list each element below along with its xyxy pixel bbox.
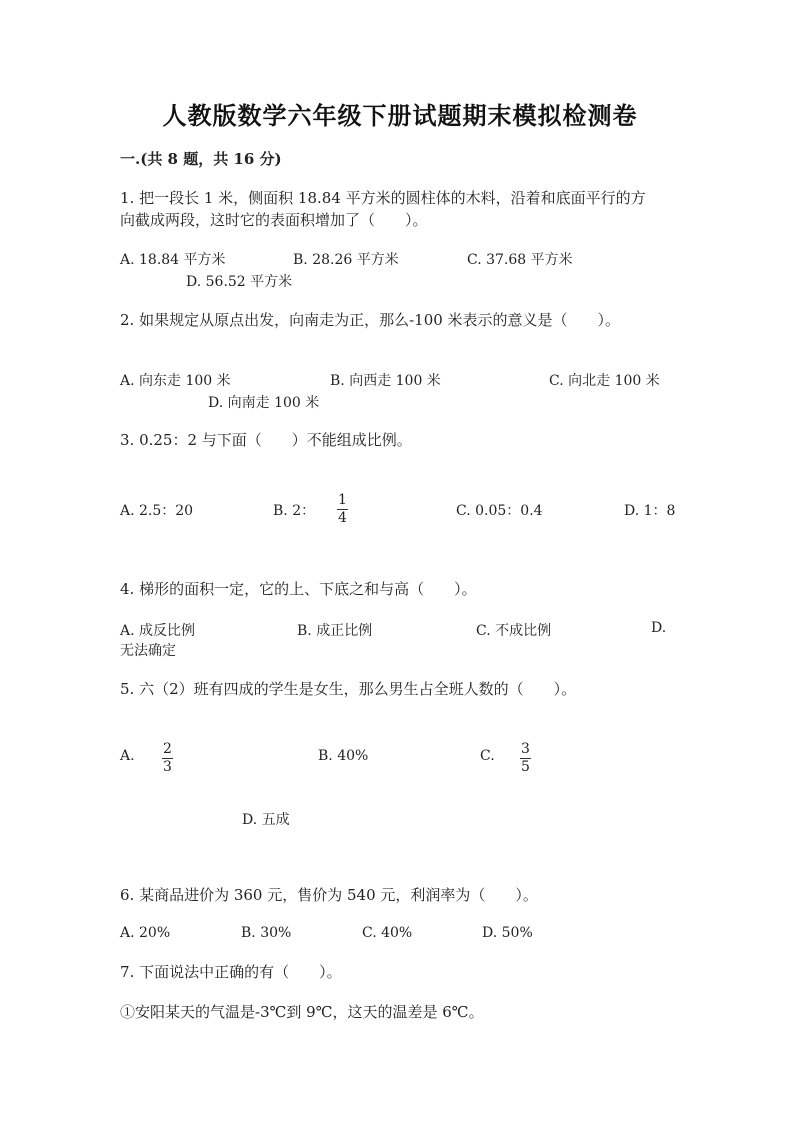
q2-option-c: C. 向北走 100 米	[549, 373, 660, 389]
q4-option-b: B. 成正比例	[297, 623, 373, 639]
q3-option-b-fraction	[337, 493, 348, 526]
question-5: 5. 六（2）班有四成的学生是女生，那么男生占全班人数的（ ）。	[120, 680, 577, 698]
q1-option-d: D. 56.52 平方米	[186, 274, 293, 290]
fraction-numerator: 1	[338, 492, 347, 508]
q3-option-d: D. 1：8	[624, 503, 676, 519]
q5-option-b: B. 40%	[318, 748, 369, 764]
fraction-numerator: 3	[521, 741, 530, 757]
fraction-numerator: 2	[163, 741, 172, 757]
q5-option-c-fraction	[520, 742, 531, 775]
section-heading: 一.(共 8 题，共 16 分)	[120, 150, 282, 168]
q1-option-c: C. 37.68 平方米	[467, 252, 573, 268]
q5-option-c-letter: C.	[480, 748, 495, 764]
q4-option-d-letter: D.	[651, 620, 667, 636]
question-4: 4. 梯形的面积一定，它的上、下底之和与高（ ）。	[120, 580, 477, 598]
fraction-denominator: 3	[163, 759, 172, 775]
q5-option-a-letter: A.	[120, 748, 135, 764]
q3-option-b: B. 2：	[273, 503, 316, 519]
fraction-denominator: 5	[521, 759, 530, 775]
q6-option-a: A. 20%	[120, 925, 171, 941]
q4-option-d-text: 无法确定	[120, 643, 176, 659]
page-title: 人教版数学六年级下册试题期末模拟检测卷	[162, 101, 638, 130]
question-2: 2. 如果规定从原点出发，向南走为正，那么-100 米表示的意义是（ ）。	[120, 311, 621, 329]
q2-option-b: B. 向西走 100 米	[330, 373, 441, 389]
q1-option-b: B. 28.26 平方米	[293, 252, 399, 268]
question-3: 3. 0.25：2 与下面（ ）不能组成比例。	[120, 431, 412, 449]
q2-option-d: D. 向南走 100 米	[208, 395, 320, 411]
question-1-line-2: 向截成两段，这时它的表面积增加了（ ）。	[120, 211, 428, 229]
q1-option-a: A. 18.84 平方米	[120, 252, 226, 268]
q3-option-a: A. 2.5：20	[120, 503, 194, 519]
question-1-line-1: 1. 把一段长 1 米，侧面积 18.84 平方米的圆柱体的木料，沿着和底面平行的方	[120, 189, 646, 207]
q4-option-a: A. 成反比例	[120, 623, 196, 639]
q3-option-c: C. 0.05：0.4	[456, 503, 543, 519]
fraction-denominator: 4	[338, 510, 347, 526]
q5-option-a-fraction	[162, 742, 173, 775]
q7-statement-1: ①安阳某天的气温是-3℃到 9℃，这天的温差是 6℃。	[120, 1003, 484, 1021]
question-7: 7. 下面说法中正确的有（ ）。	[120, 963, 342, 981]
q5-option-d: D. 五成	[242, 812, 290, 828]
q6-option-b: B. 30%	[241, 925, 292, 941]
q4-option-c: C. 不成比例	[476, 623, 552, 639]
q6-option-d: D. 50%	[482, 925, 533, 941]
q6-option-c: C. 40%	[362, 925, 413, 941]
q2-option-a: A. 向东走 100 米	[120, 373, 231, 389]
question-6: 6. 某商品进价为 360 元，售价为 540 元，利润率为（ ）。	[120, 886, 538, 904]
